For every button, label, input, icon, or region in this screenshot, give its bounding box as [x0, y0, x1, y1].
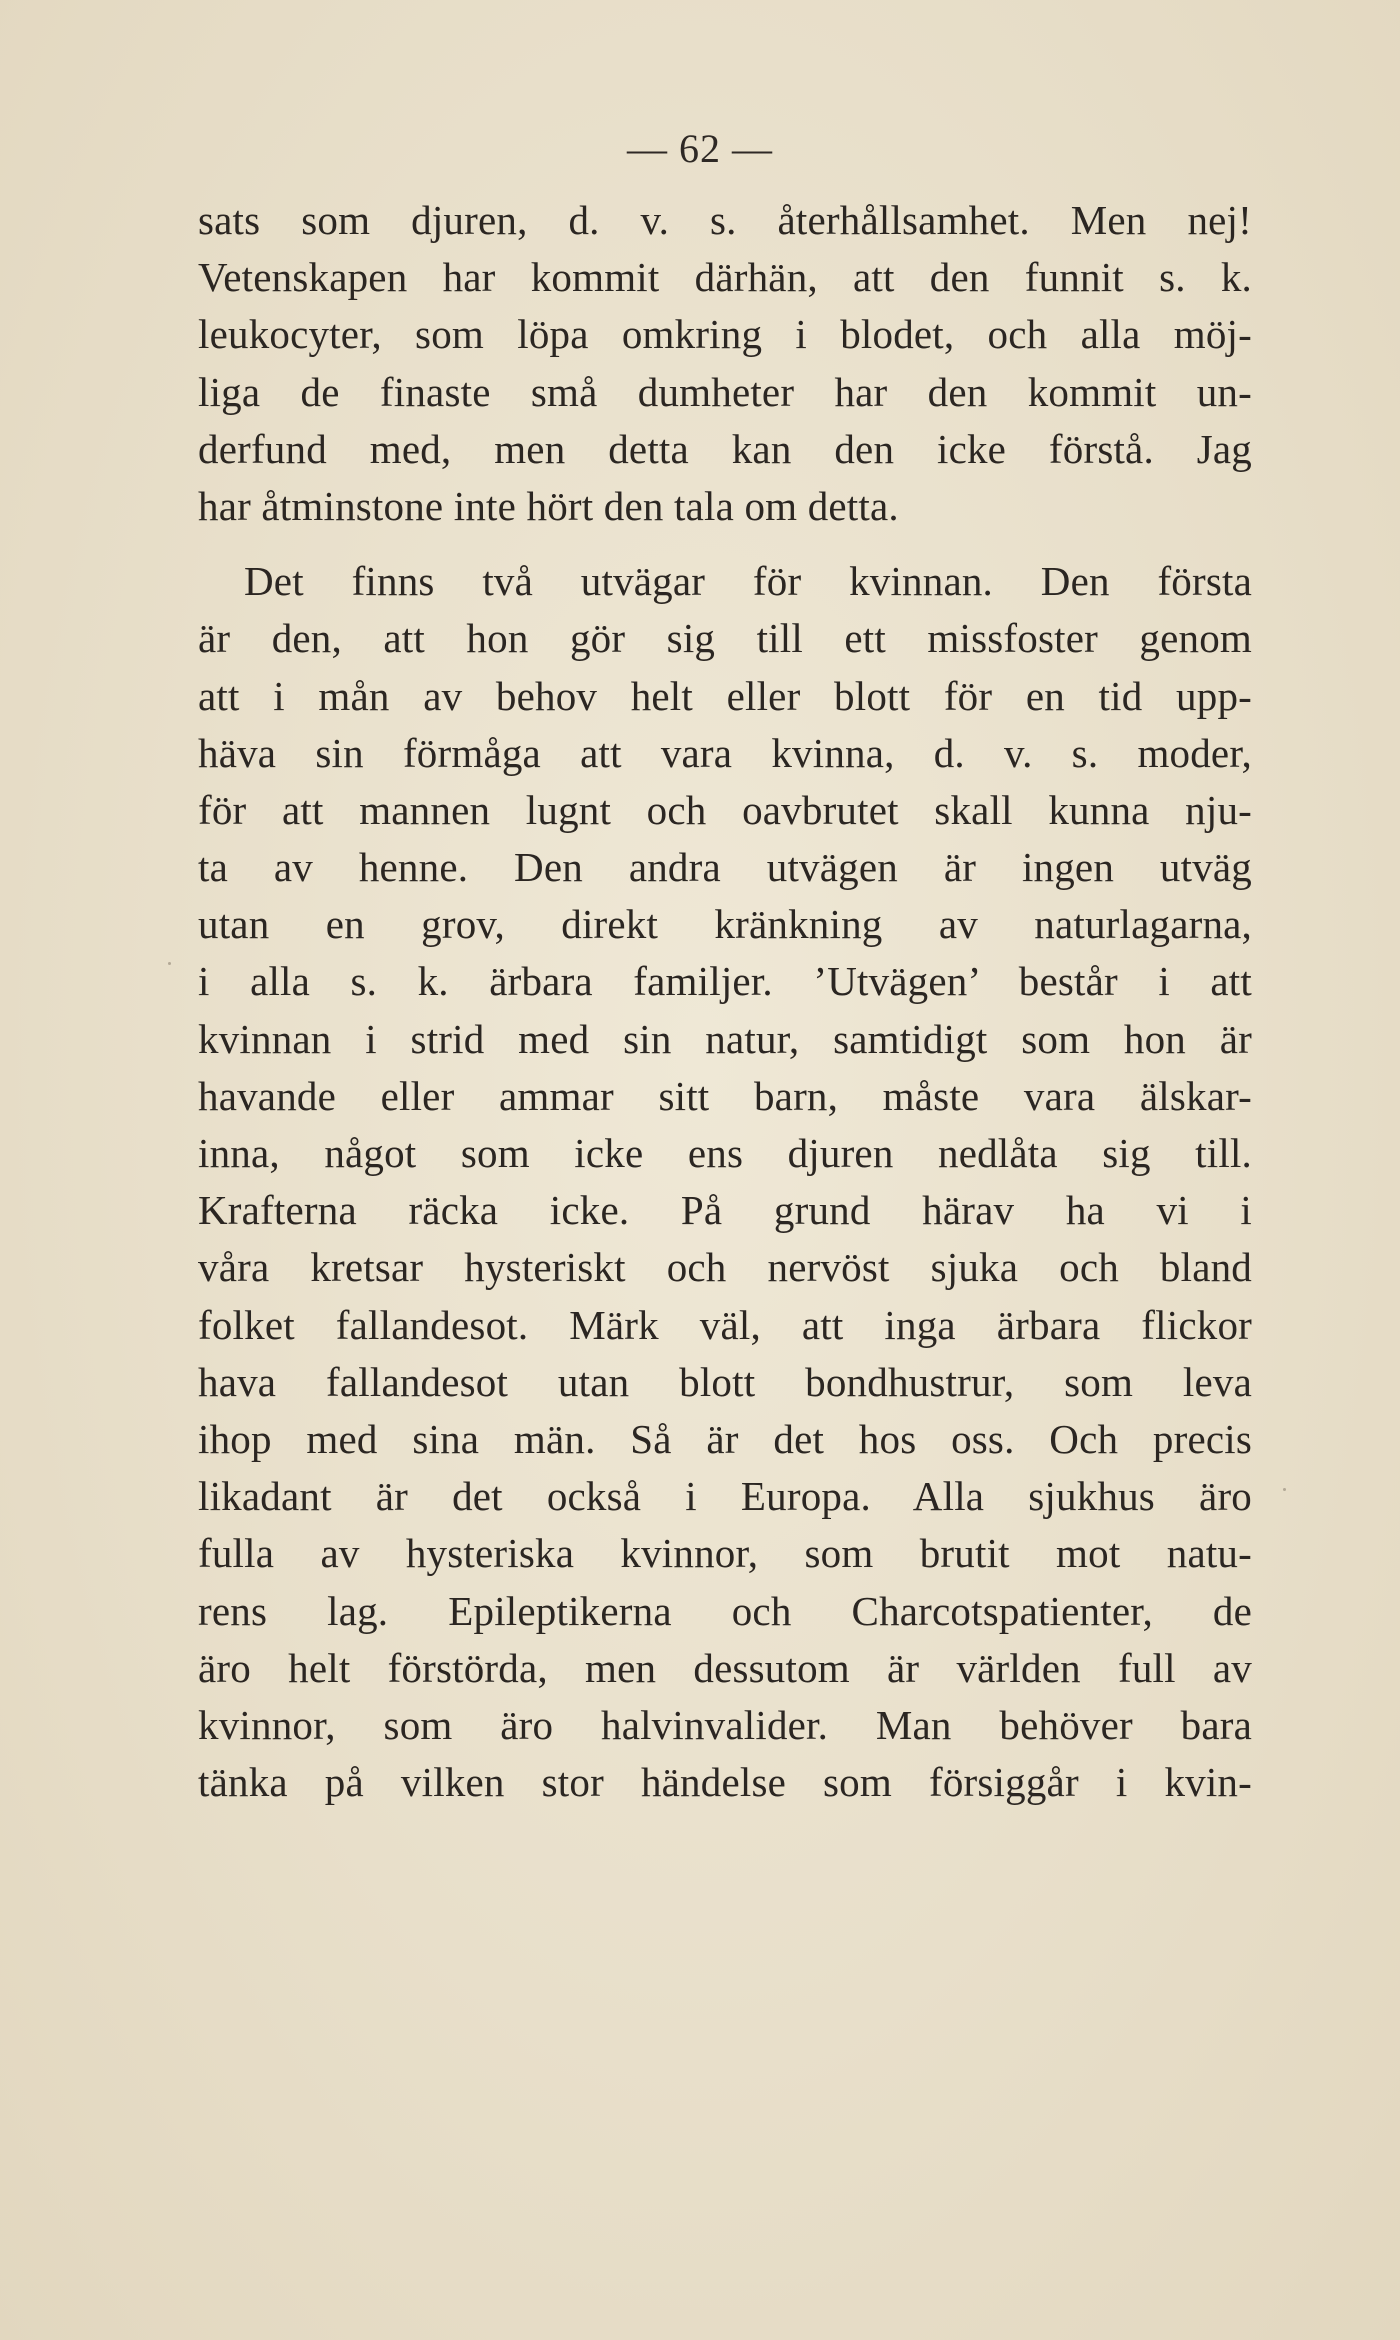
paper-speck: [1283, 1488, 1286, 1491]
body-text: [198, 192, 1252, 1811]
text-line: kvinnan i strid med sin natur, samtidigt som hon är: [198, 1015, 1252, 1062]
text-line: hava fallandesot utan blott bondhustrur, som leva: [198, 1358, 1252, 1405]
text-line: fulla av hysteriska kvinnor, som brutit mot natu-: [198, 1530, 1252, 1577]
text-line: har åtminstone inte hört den tala om detta.: [198, 482, 899, 529]
text-line: för att mannen lugnt och oavbrutet skall kunna nju-: [198, 786, 1252, 833]
text-line: tänka på vilken stor händelse som försiggår i kvin-: [198, 1759, 1252, 1806]
text-line: våra kretsar hysteriskt och nervöst sjuka och bland: [198, 1244, 1252, 1291]
text-line: liga de finaste små dumheter har den kommit un-: [198, 368, 1252, 415]
text-line: folket fallandesot. Märk väl, att inga ärbara flickor: [198, 1301, 1252, 1348]
text-line: Det finns två utvägar för kvinnan. Den första: [244, 558, 1252, 605]
text-line: rens lag. Epileptikerna och Charcotspatienter, de: [198, 1587, 1252, 1634]
text-line: likadant är det också i Europa. Alla sjukhus äro: [198, 1473, 1252, 1520]
paragraph-2: [198, 553, 1252, 1811]
text-line: häva sin förmåga att vara kvinna, d. v. s. moder,: [198, 729, 1252, 776]
text-line: i alla s. k. ärbara familjer. ’Utvägen’ består i att: [198, 958, 1252, 1005]
text-line: sats som djuren, d. v. s. återhållsamhet. Men nej!: [198, 197, 1252, 243]
text-line: havande eller ammar sitt barn, måste vara älskar-: [198, 1072, 1252, 1119]
text-line: inna, något som icke ens djuren nedlåta sig till.: [198, 1130, 1252, 1176]
text-line: Krafterna räcka icke. På grund härav ha vi i: [198, 1187, 1252, 1234]
text-line: derfund med, men detta kan den icke förstå. Jag: [198, 425, 1252, 472]
text-line: att i mån av behov helt eller blott för en tid upp-: [198, 672, 1252, 719]
text-line: utan en grov, direkt kränkning av naturlagarna,: [198, 901, 1252, 948]
text-line: kvinnor, som äro halvinvalider. Man behöver bara: [198, 1701, 1252, 1748]
page-number: — 62 —: [627, 126, 773, 171]
paragraph-gap: [198, 535, 1252, 553]
text-line: Vetenskapen har kommit därhän, att den funnit s. k.: [198, 254, 1252, 301]
paragraph-1: [198, 192, 1252, 535]
text-line: är den, att hon gör sig till ett missfoster genom: [198, 615, 1252, 662]
text-line: äro helt förstörda, men dessutom är världen full av: [198, 1644, 1252, 1691]
paper-speck: [168, 962, 171, 965]
text-line: ta av henne. Den andra utvägen är ingen utväg: [198, 844, 1252, 891]
text-line: leukocyter, som löpa omkring i blodet, och alla möj-: [198, 311, 1252, 358]
text-line: ihop med sina män. Så är det hos oss. Och precis: [198, 1415, 1252, 1462]
